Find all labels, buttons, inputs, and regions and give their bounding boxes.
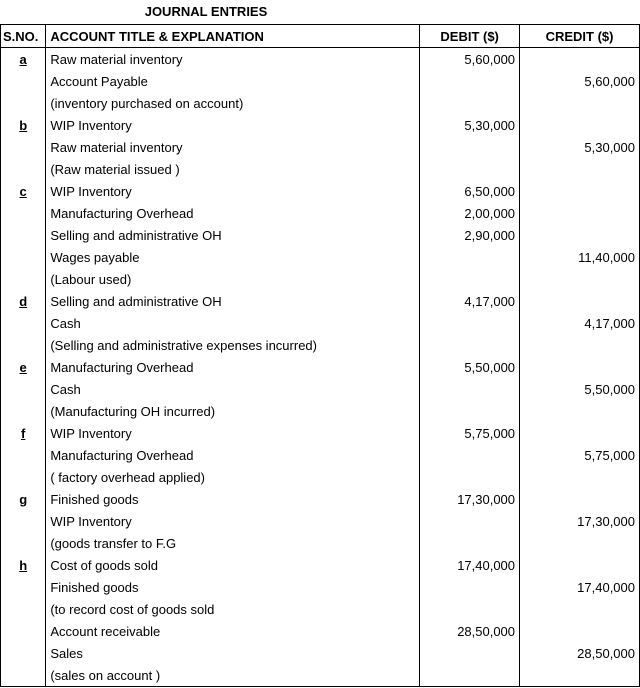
debit-cell: 2,90,000 [420,224,520,246]
debit-cell [420,510,520,532]
table-row [1,598,640,620]
table-row [1,510,640,532]
entry-letter: e [1,356,46,378]
entry-letter [1,620,46,642]
debit-cell [420,532,520,554]
credit-cell: 5,75,000 [520,444,640,466]
debit-cell: 5,75,000 [420,422,520,444]
account-cell: WIP Inventory [46,180,420,202]
header-credit: CREDIT ($) [520,25,640,48]
entry-letter [1,268,46,290]
table-row [1,202,640,224]
credit-cell [520,598,640,620]
account-cell: Finished goods [46,576,420,598]
credit-cell: 17,30,000 [520,510,640,532]
debit-cell [420,70,520,92]
account-cell: Cost of goods sold [46,554,420,576]
table-row [1,664,640,687]
account-cell: Sales [46,642,420,664]
entry-letter [1,444,46,466]
account-cell: (Manufacturing OH incurred) [46,400,420,422]
credit-cell [520,92,640,114]
journal-table [0,24,640,687]
account-cell: Account Payable [46,70,420,92]
account-cell: Manufacturing Overhead [46,202,420,224]
entry-letter [1,664,46,687]
account-cell: Raw material inventory [46,48,420,71]
table-row [1,642,640,664]
account-cell: Raw material inventory [46,136,420,158]
account-cell: Finished goods [46,488,420,510]
account-cell: Account receivable [46,620,420,642]
credit-cell: 5,60,000 [520,70,640,92]
credit-cell [520,356,640,378]
credit-cell [520,48,640,71]
table-row [1,246,640,268]
debit-cell [420,576,520,598]
table-row [1,466,640,488]
entry-letter [1,246,46,268]
entry-letter [1,70,46,92]
credit-cell [520,290,640,312]
header-account: ACCOUNT TITLE & EXPLANATION [46,25,420,48]
entry-letter: c [1,180,46,202]
account-cell: WIP Inventory [46,114,420,136]
credit-cell [520,334,640,356]
table-row [1,290,640,312]
entry-letter [1,576,46,598]
debit-cell [420,664,520,687]
page-title: JOURNAL ENTRIES [144,4,268,19]
debit-cell: 28,50,000 [420,620,520,642]
table-row [1,70,640,92]
credit-cell: 17,40,000 [520,576,640,598]
table-row [1,444,640,466]
entry-letter [1,334,46,356]
account-cell: (Labour used) [46,268,420,290]
table-row [1,334,640,356]
table-row [1,224,640,246]
credit-cell [520,180,640,202]
debit-cell [420,312,520,334]
debit-cell: 5,60,000 [420,48,520,71]
table-row [1,158,640,180]
entry-letter [1,378,46,400]
account-cell: (sales on account ) [46,664,420,687]
credit-cell [520,400,640,422]
debit-cell [420,268,520,290]
account-cell: (to record cost of goods sold [46,598,420,620]
debit-cell: 2,00,000 [420,202,520,224]
credit-cell: 11,40,000 [520,246,640,268]
table-row [1,48,640,71]
debit-cell [420,334,520,356]
entry-letter: d [1,290,46,312]
header-sno: S.NO. [1,25,46,48]
credit-cell [520,466,640,488]
table-row [1,312,640,334]
debit-cell [420,136,520,158]
credit-cell [520,664,640,687]
table-row [1,576,640,598]
entry-letter: b [1,114,46,136]
header-debit: DEBIT ($) [420,25,520,48]
account-cell: ( factory overhead applied) [46,466,420,488]
credit-cell [520,620,640,642]
credit-cell [520,488,640,510]
entry-letter: h [1,554,46,576]
account-cell: (goods transfer to F.G [46,532,420,554]
table-row [1,114,640,136]
entry-letter [1,400,46,422]
entry-letter [1,158,46,180]
debit-cell: 17,30,000 [420,488,520,510]
credit-cell [520,202,640,224]
entry-letter [1,532,46,554]
debit-cell: 4,17,000 [420,290,520,312]
table-row [1,268,640,290]
table-row [1,620,640,642]
table-row [1,136,640,158]
debit-cell [420,400,520,422]
account-cell: Cash [46,312,420,334]
debit-cell: 17,40,000 [420,554,520,576]
entry-letter [1,312,46,334]
entry-letter [1,642,46,664]
debit-cell [420,246,520,268]
account-cell: Selling and administrative OH [46,290,420,312]
account-cell: Manufacturing Overhead [46,356,420,378]
entry-letter [1,598,46,620]
credit-cell [520,224,640,246]
credit-cell [520,158,640,180]
debit-cell: 5,50,000 [420,356,520,378]
account-cell: WIP Inventory [46,422,420,444]
table-row [1,356,640,378]
debit-cell: 6,50,000 [420,180,520,202]
entry-letter [1,136,46,158]
credit-cell: 28,50,000 [520,642,640,664]
credit-cell [520,422,640,444]
debit-cell [420,598,520,620]
journal-rows [1,48,640,687]
table-row [1,488,640,510]
debit-cell [420,158,520,180]
table-row [1,400,640,422]
credit-cell: 4,17,000 [520,312,640,334]
debit-cell [420,444,520,466]
table-row [1,180,640,202]
account-cell: Wages payable [46,246,420,268]
debit-cell [420,466,520,488]
credit-cell [520,114,640,136]
header-row [1,25,640,48]
entry-letter [1,92,46,114]
table-row [1,92,640,114]
table-row [1,378,640,400]
account-cell: Selling and administrative OH [46,224,420,246]
table-row [1,532,640,554]
table-row [1,422,640,444]
table-row [1,554,640,576]
account-cell: WIP Inventory [46,510,420,532]
account-cell: Manufacturing Overhead [46,444,420,466]
account-cell: (Selling and administrative expenses incurred) [46,334,420,356]
entry-letter: a [1,48,46,71]
credit-cell [520,554,640,576]
entry-letter [1,510,46,532]
entry-letter [1,202,46,224]
credit-cell [520,532,640,554]
debit-cell [420,92,520,114]
debit-cell: 5,30,000 [420,114,520,136]
account-cell: (inventory purchased on account) [46,92,420,114]
entry-letter [1,466,46,488]
account-cell: (Raw material issued ) [46,158,420,180]
account-cell: Cash [46,378,420,400]
entry-letter: f [1,422,46,444]
entry-letter [1,224,46,246]
credit-cell [520,268,640,290]
credit-cell: 5,30,000 [520,136,640,158]
debit-cell [420,642,520,664]
debit-cell [420,378,520,400]
credit-cell: 5,50,000 [520,378,640,400]
entry-letter: g [1,488,46,510]
